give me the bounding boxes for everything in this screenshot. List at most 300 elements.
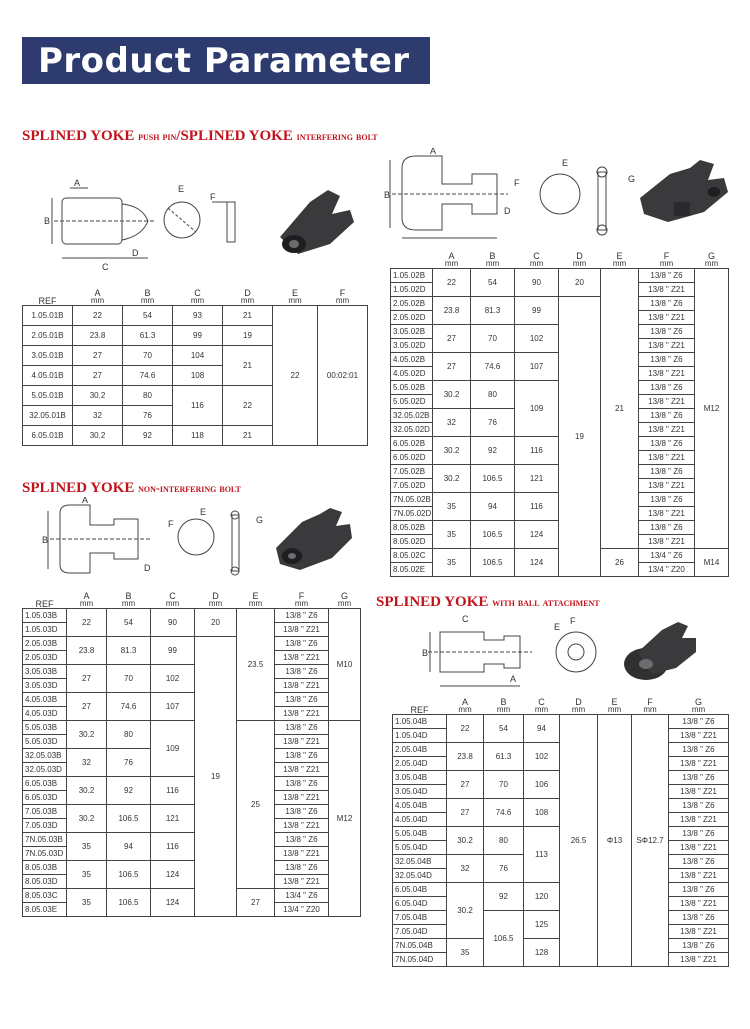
table-cell: 3.05.02D xyxy=(391,338,433,352)
svg-text:A: A xyxy=(74,178,81,188)
ball-attachment-yoke-drawing xyxy=(420,610,620,690)
table-cell: 13/8 " Z21 xyxy=(275,762,329,776)
table-cell: 21 xyxy=(601,268,639,548)
table-cell: 13/8 " Z21 xyxy=(639,450,695,464)
table-cell: 99 xyxy=(173,325,223,345)
column-header: B mm xyxy=(485,250,500,268)
table-cell: 2.05.02D xyxy=(391,310,433,324)
column-header: E mm xyxy=(607,696,622,714)
column-header: A mm xyxy=(79,590,94,608)
table-cell: 13/8 " Z21 xyxy=(275,706,329,720)
table-cell: 13/8 " Z21 xyxy=(275,678,329,692)
table-cell: 13/8 " Z6 xyxy=(639,268,695,282)
column-header: REF xyxy=(410,704,429,715)
table-cell: 13/4 " Z20 xyxy=(639,562,695,576)
table-cell: 13/8 " Z6 xyxy=(639,492,695,506)
table-cell: 6.05.04B xyxy=(393,882,447,896)
table-cell: 23.8 xyxy=(73,325,123,345)
svg-text:B: B xyxy=(384,190,391,200)
table-cell: 13/8 " Z6 xyxy=(275,748,329,762)
table-cell: 13/8 " Z6 xyxy=(669,910,729,924)
push-pin-yoke-photo xyxy=(270,182,360,262)
table-cell: 35 xyxy=(447,938,484,966)
table-cell: 26 xyxy=(601,548,639,576)
column-header: F mm xyxy=(294,590,309,608)
table-cell: 107 xyxy=(515,352,559,380)
table-cell: 90 xyxy=(151,608,195,636)
table-cell: 30.2 xyxy=(73,425,123,445)
table-cell: 3.05.04D xyxy=(393,784,447,798)
table-cell: 32 xyxy=(447,854,484,882)
table-cell: 5.05.03B xyxy=(23,720,67,734)
table-cell: 27 xyxy=(67,692,107,720)
table-cell: Φ13 xyxy=(598,714,632,966)
table-cell: 106.5 xyxy=(484,910,524,966)
table-cell: 27 xyxy=(433,352,471,380)
table-cell: 4.05.03B xyxy=(23,692,67,706)
table-cell: 74.6 xyxy=(471,352,515,380)
table-cell: 92 xyxy=(107,776,151,804)
table-cell: 107 xyxy=(151,692,195,720)
table-cell: 13/8 " Z6 xyxy=(275,776,329,790)
table-cell: 13/8 " Z21 xyxy=(639,534,695,548)
table-cell: 32 xyxy=(67,748,107,776)
column-header: E mm xyxy=(248,590,263,608)
table-cell: 21 xyxy=(223,345,273,385)
table-cell: 8.05.03C xyxy=(23,888,67,902)
table-cell: 7N.05.03B xyxy=(23,832,67,846)
table-cell: 13/8 " Z6 xyxy=(639,296,695,310)
table-cell: 7.05.02B xyxy=(391,464,433,478)
table-cell: 27 xyxy=(447,770,484,798)
svg-text:A: A xyxy=(510,674,517,684)
table-cell: 13/4 " Z20 xyxy=(275,902,329,916)
table-cell: 80 xyxy=(471,380,515,408)
table-cell: 30.2 xyxy=(433,436,471,464)
table-cell: 1.05.04D xyxy=(393,728,447,742)
table-cell: M10 xyxy=(329,608,361,720)
table-cell: 27 xyxy=(433,324,471,352)
table-cell: 13/8 " Z21 xyxy=(275,790,329,804)
table-cell: 54 xyxy=(484,714,524,742)
page-banner xyxy=(22,37,430,84)
column-header: REF xyxy=(38,295,57,306)
table-cell: 13/8 " Z21 xyxy=(669,812,729,826)
table-cell: 30.2 xyxy=(447,826,484,854)
column-header: D mm xyxy=(208,590,223,608)
table-cell: 61.3 xyxy=(123,325,173,345)
column-header: REF xyxy=(35,598,54,609)
table-cell: 4.05.02B xyxy=(391,352,433,366)
table-cell: 74.6 xyxy=(484,798,524,826)
table-cell: 22 xyxy=(67,608,107,636)
table-cell: 35 xyxy=(433,492,471,520)
table-cell: 124 xyxy=(515,548,559,576)
table-cell: 13/8 " Z6 xyxy=(669,714,729,728)
non-interfering-bolt-yoke-drawing xyxy=(40,497,280,579)
table-cell: 124 xyxy=(515,520,559,548)
table-cell: 6.05.04D xyxy=(393,896,447,910)
column-header: B mm xyxy=(140,287,155,305)
table-cell: 7N.05.03D xyxy=(23,846,67,860)
table-cell: 1.05.02D xyxy=(391,282,433,296)
table-cell: 35 xyxy=(67,888,107,916)
svg-text:B: B xyxy=(422,648,429,658)
svg-text:G: G xyxy=(628,174,636,184)
table-cell: 30.2 xyxy=(447,882,484,938)
table-cell: 118 xyxy=(173,425,223,445)
table-cell: 109 xyxy=(515,380,559,436)
table-cell: 30.2 xyxy=(67,804,107,832)
table-cell: 92 xyxy=(484,882,524,910)
column-header: B mm xyxy=(121,590,136,608)
column-header: D mm xyxy=(571,696,586,714)
table-cell: 74.6 xyxy=(107,692,151,720)
table-cell: 13/8 " Z6 xyxy=(669,938,729,952)
table-cell: 13/8 " Z6 xyxy=(639,352,695,366)
svg-text:A: A xyxy=(82,497,89,505)
table-cell: 7N.05.04B xyxy=(393,938,447,952)
table-cell: 13/8 " Z21 xyxy=(275,650,329,664)
table-cell: 116 xyxy=(151,776,195,804)
column-header: E mm xyxy=(612,250,627,268)
table-cell: 19 xyxy=(195,636,237,916)
svg-text:F: F xyxy=(570,616,576,626)
table-cell: 1.05.04B xyxy=(393,714,447,728)
table-cell: 4.05.04D xyxy=(393,812,447,826)
table-cell: 13/8 " Z6 xyxy=(639,380,695,394)
table-cell: 5.05.02B xyxy=(391,380,433,394)
table-cell: 32.05.03D xyxy=(23,762,67,776)
table-cell: 80 xyxy=(107,720,151,748)
table-cell: 8.05.03B xyxy=(23,860,67,874)
table-cell: 35 xyxy=(433,548,471,576)
table-cell: 80 xyxy=(484,826,524,854)
table-cell: 13/8 " Z6 xyxy=(275,692,329,706)
table-cell: 102 xyxy=(151,664,195,692)
svg-text:F: F xyxy=(168,519,174,529)
interfering-bolt-spec-table xyxy=(390,250,729,577)
table-cell: 13/8 " Z6 xyxy=(639,464,695,478)
table-cell: 13/8 " Z21 xyxy=(275,622,329,636)
table-cell: 5.05.01B xyxy=(23,385,73,405)
table-cell: 124 xyxy=(151,860,195,888)
table-cell: 2.05.03B xyxy=(23,636,67,650)
non-interfering-bolt-yoke-photo xyxy=(272,508,354,583)
svg-text:E: E xyxy=(178,184,185,194)
svg-text:B: B xyxy=(42,535,49,545)
table-cell: 8.05.03E xyxy=(23,902,67,916)
table-cell: 76 xyxy=(107,748,151,776)
table-cell: 13/8 " Z21 xyxy=(669,896,729,910)
table-cell: 61.3 xyxy=(484,742,524,770)
section-title-ball-attachment: SPLINED YOKE with ball attachment xyxy=(376,594,600,610)
table-cell: 81.3 xyxy=(107,636,151,664)
table-cell: 5.05.02D xyxy=(391,394,433,408)
column-header: B mm xyxy=(496,696,511,714)
table-cell: 6.05.03D xyxy=(23,790,67,804)
table-cell: 13/8 " Z6 xyxy=(669,798,729,812)
table-cell: 4.05.04B xyxy=(393,798,447,812)
table-row xyxy=(23,305,368,325)
table-cell: 108 xyxy=(524,798,560,826)
table-cell: 124 xyxy=(151,888,195,916)
table-cell: 35 xyxy=(67,832,107,860)
column-header: G mm xyxy=(704,250,719,268)
push-pin-spec-table xyxy=(22,285,368,446)
table-cell: 120 xyxy=(524,882,560,910)
table-cell: 32.05.01B xyxy=(23,405,73,425)
table-cell: 94 xyxy=(471,492,515,520)
column-header: C mm xyxy=(165,590,180,608)
table-cell: 99 xyxy=(151,636,195,664)
table-cell: 23.8 xyxy=(67,636,107,664)
table-cell: 30.2 xyxy=(67,776,107,804)
table-cell: 1.05.03B xyxy=(23,608,67,622)
table-cell: 8.05.02B xyxy=(391,520,433,534)
table-cell: 13/8 " Z6 xyxy=(275,664,329,678)
table-cell: 26.5 xyxy=(560,714,598,966)
table-cell: 27 xyxy=(67,664,107,692)
table-cell: 13/8 " Z21 xyxy=(669,728,729,742)
column-header: F mm xyxy=(643,696,657,714)
table-cell: 22 xyxy=(447,714,484,742)
table-cell: 21 xyxy=(223,305,273,325)
table-cell: 27 xyxy=(73,365,123,385)
table-cell: 23.8 xyxy=(433,296,471,324)
table-cell: 113 xyxy=(524,826,560,882)
table-cell: 35 xyxy=(433,520,471,548)
table-cell: 32.05.02D xyxy=(391,422,433,436)
table-cell: 13/8 " Z6 xyxy=(669,854,729,868)
table-cell: 13/8 " Z21 xyxy=(275,818,329,832)
table-cell: 3.05.01B xyxy=(23,345,73,365)
table-cell: 8.05.02D xyxy=(391,534,433,548)
table-cell: 32 xyxy=(73,405,123,425)
table-cell: 106.5 xyxy=(107,888,151,916)
table-cell: 7N.05.02D xyxy=(391,506,433,520)
table-cell: 94 xyxy=(524,714,560,742)
table-cell: 22 xyxy=(73,305,123,325)
table-cell: 7.05.04B xyxy=(393,910,447,924)
table-cell: 13/8 " Z6 xyxy=(669,742,729,756)
table-cell: 70 xyxy=(471,324,515,352)
table-cell: 13/8 " Z21 xyxy=(669,952,729,966)
column-header: E mm xyxy=(288,287,302,305)
table-cell: 13/8 " Z6 xyxy=(639,408,695,422)
table-cell: 2.05.04B xyxy=(393,742,447,756)
table-cell: 106 xyxy=(524,770,560,798)
svg-text:B: B xyxy=(44,216,51,226)
table-cell: 76 xyxy=(123,405,173,425)
table-cell: 2.05.02B xyxy=(391,296,433,310)
column-header xyxy=(391,250,433,268)
column-header: A mm xyxy=(458,696,472,714)
table-cell: 13/8 " Z6 xyxy=(639,436,695,450)
table-cell: 6.05.02B xyxy=(391,436,433,450)
table-cell: 19 xyxy=(559,296,601,576)
table-cell: 13/8 " Z6 xyxy=(275,636,329,650)
table-cell: 128 xyxy=(524,938,560,966)
table-cell: 13/8 " Z21 xyxy=(275,734,329,748)
table-cell: 3.05.04B xyxy=(393,770,447,784)
table-cell: 13/8 " Z6 xyxy=(639,324,695,338)
table-cell: 30.2 xyxy=(73,385,123,405)
table-cell: 13/8 " Z21 xyxy=(639,422,695,436)
table-cell: 121 xyxy=(515,464,559,492)
table-cell: 3.05.03B xyxy=(23,664,67,678)
table-cell: 99 xyxy=(515,296,559,324)
table-cell: 20 xyxy=(195,608,237,636)
table-cell: 7.05.02D xyxy=(391,478,433,492)
table-cell: 1.05.03D xyxy=(23,622,67,636)
column-header: C mm xyxy=(529,250,544,268)
svg-text:A: A xyxy=(430,148,437,156)
table-cell: 27 xyxy=(237,888,275,916)
table-cell: 54 xyxy=(123,305,173,325)
table-cell: 13/8 " Z21 xyxy=(639,478,695,492)
table-cell: 8.05.02E xyxy=(391,562,433,576)
table-cell: 4.05.01B xyxy=(23,365,73,385)
table-cell: 13/8 " Z21 xyxy=(669,840,729,854)
table-cell: 4.05.03D xyxy=(23,706,67,720)
table-cell: 19 xyxy=(223,325,273,345)
table-cell: 104 xyxy=(173,345,223,365)
table-cell: 81.3 xyxy=(471,296,515,324)
table-cell: 13/8 " Z21 xyxy=(639,366,695,380)
table-cell: 116 xyxy=(151,832,195,860)
ball-attachment-spec-table xyxy=(392,696,729,967)
table-cell: 25 xyxy=(237,720,275,888)
table-cell: 30.2 xyxy=(433,380,471,408)
table-cell: 6.05.01B xyxy=(23,425,73,445)
table-cell: 70 xyxy=(484,770,524,798)
table-cell: 80 xyxy=(123,385,173,405)
table-cell: 109 xyxy=(151,720,195,776)
table-cell: 13/8 " Z6 xyxy=(669,770,729,784)
table-cell: 32.05.04B xyxy=(393,854,447,868)
section-title-non-interfering-bolt: SPLINED YOKE non-interfering bolt xyxy=(22,480,241,496)
table-cell: 2.05.03D xyxy=(23,650,67,664)
table-cell: 13/8 " Z21 xyxy=(639,282,695,296)
table-cell: 13/8 " Z6 xyxy=(275,720,329,734)
table-cell: 13/8 " Z6 xyxy=(639,520,695,534)
table-cell: 32.05.02B xyxy=(391,408,433,422)
table-cell: 7.05.03B xyxy=(23,804,67,818)
table-cell: 2.05.01B xyxy=(23,325,73,345)
table-cell: 92 xyxy=(123,425,173,445)
table-cell: 13/8 " Z21 xyxy=(669,924,729,938)
table-cell: 35 xyxy=(67,860,107,888)
table-cell: 21 xyxy=(223,425,273,445)
svg-text:C: C xyxy=(102,262,109,272)
table-cell: 27 xyxy=(447,798,484,826)
table-cell: 116 xyxy=(173,385,223,425)
table-cell: 13/8 " Z21 xyxy=(639,338,695,352)
table-cell: 22 xyxy=(273,305,318,445)
table-cell: M12 xyxy=(329,720,361,916)
table-cell: 54 xyxy=(471,268,515,296)
table-cell: 20 xyxy=(559,268,601,296)
table-cell: 00:02:01 xyxy=(318,305,368,445)
table-cell: 5.05.04D xyxy=(393,840,447,854)
svg-text:C: C xyxy=(462,614,469,624)
table-cell: 23.8 xyxy=(447,742,484,770)
table-cell: 13/8 " Z6 xyxy=(669,826,729,840)
table-cell: 13/4 " Z6 xyxy=(275,888,329,902)
table-cell: 7N.05.02B xyxy=(391,492,433,506)
table-cell: 2.05.04D xyxy=(393,756,447,770)
table-cell: 23.5 xyxy=(237,608,275,720)
table-cell: 6.05.02D xyxy=(391,450,433,464)
table-cell: 32.05.04D xyxy=(393,868,447,882)
svg-text:E: E xyxy=(562,158,569,168)
table-cell: 30.2 xyxy=(67,720,107,748)
table-cell: 116 xyxy=(515,436,559,464)
table-cell: 7.05.04D xyxy=(393,924,447,938)
table-cell: 5.05.04B xyxy=(393,826,447,840)
page-title: Product Parameter xyxy=(38,41,410,81)
table-cell: M12 xyxy=(695,268,729,548)
column-header: G mm xyxy=(691,696,706,714)
section-title-push-pin: SPLINED YOKE push pin/SPLINED YOKE interfering bolt xyxy=(22,128,378,144)
table-cell: M14 xyxy=(695,548,729,576)
svg-text:D: D xyxy=(504,206,511,216)
table-cell: 121 xyxy=(151,804,195,832)
table-cell: 32 xyxy=(433,408,471,436)
svg-text:D: D xyxy=(144,563,151,573)
table-cell: 13/8 " Z6 xyxy=(275,832,329,846)
table-cell: 92 xyxy=(471,436,515,464)
table-cell: 76 xyxy=(484,854,524,882)
table-cell: 13/8 " Z21 xyxy=(639,394,695,408)
column-header: C mm xyxy=(534,696,549,714)
table-cell: 74.6 xyxy=(123,365,173,385)
table-cell: 76 xyxy=(471,408,515,436)
svg-text:F: F xyxy=(514,178,520,188)
table-cell: 13/8 " Z6 xyxy=(275,804,329,818)
table-cell: 13/8 " Z21 xyxy=(275,846,329,860)
table-cell: 4.05.02D xyxy=(391,366,433,380)
table-cell: 8.05.03D xyxy=(23,874,67,888)
table-cell: 94 xyxy=(107,832,151,860)
table-cell: 1.05.02B xyxy=(391,268,433,282)
interfering-bolt-yoke-photo xyxy=(634,158,730,238)
non-interfering-bolt-spec-table xyxy=(22,590,361,917)
column-header: A mm xyxy=(444,250,459,268)
table-cell: 70 xyxy=(107,664,151,692)
table-cell: 32.05.03B xyxy=(23,748,67,762)
table-cell: 13/8 " Z21 xyxy=(275,874,329,888)
svg-text:E: E xyxy=(554,622,561,632)
table-cell: 1.05.01B xyxy=(23,305,73,325)
table-cell: 13/8 " Z21 xyxy=(669,756,729,770)
column-header: G mm xyxy=(337,590,352,608)
table-cell: 3.05.02B xyxy=(391,324,433,338)
table-cell: 90 xyxy=(515,268,559,296)
table-cell: 27 xyxy=(73,345,123,365)
table-cell: 106.5 xyxy=(471,520,515,548)
table-cell: 93 xyxy=(173,305,223,325)
table-cell: 106.5 xyxy=(471,464,515,492)
table-cell: 106.5 xyxy=(107,860,151,888)
table-cell: 30.2 xyxy=(433,464,471,492)
table-cell: 108 xyxy=(173,365,223,385)
ball-attachment-yoke-photo xyxy=(622,616,700,688)
table-cell: 13/8 " Z6 xyxy=(275,608,329,622)
column-header: C mm xyxy=(190,287,205,305)
table-cell: 7.05.03D xyxy=(23,818,67,832)
